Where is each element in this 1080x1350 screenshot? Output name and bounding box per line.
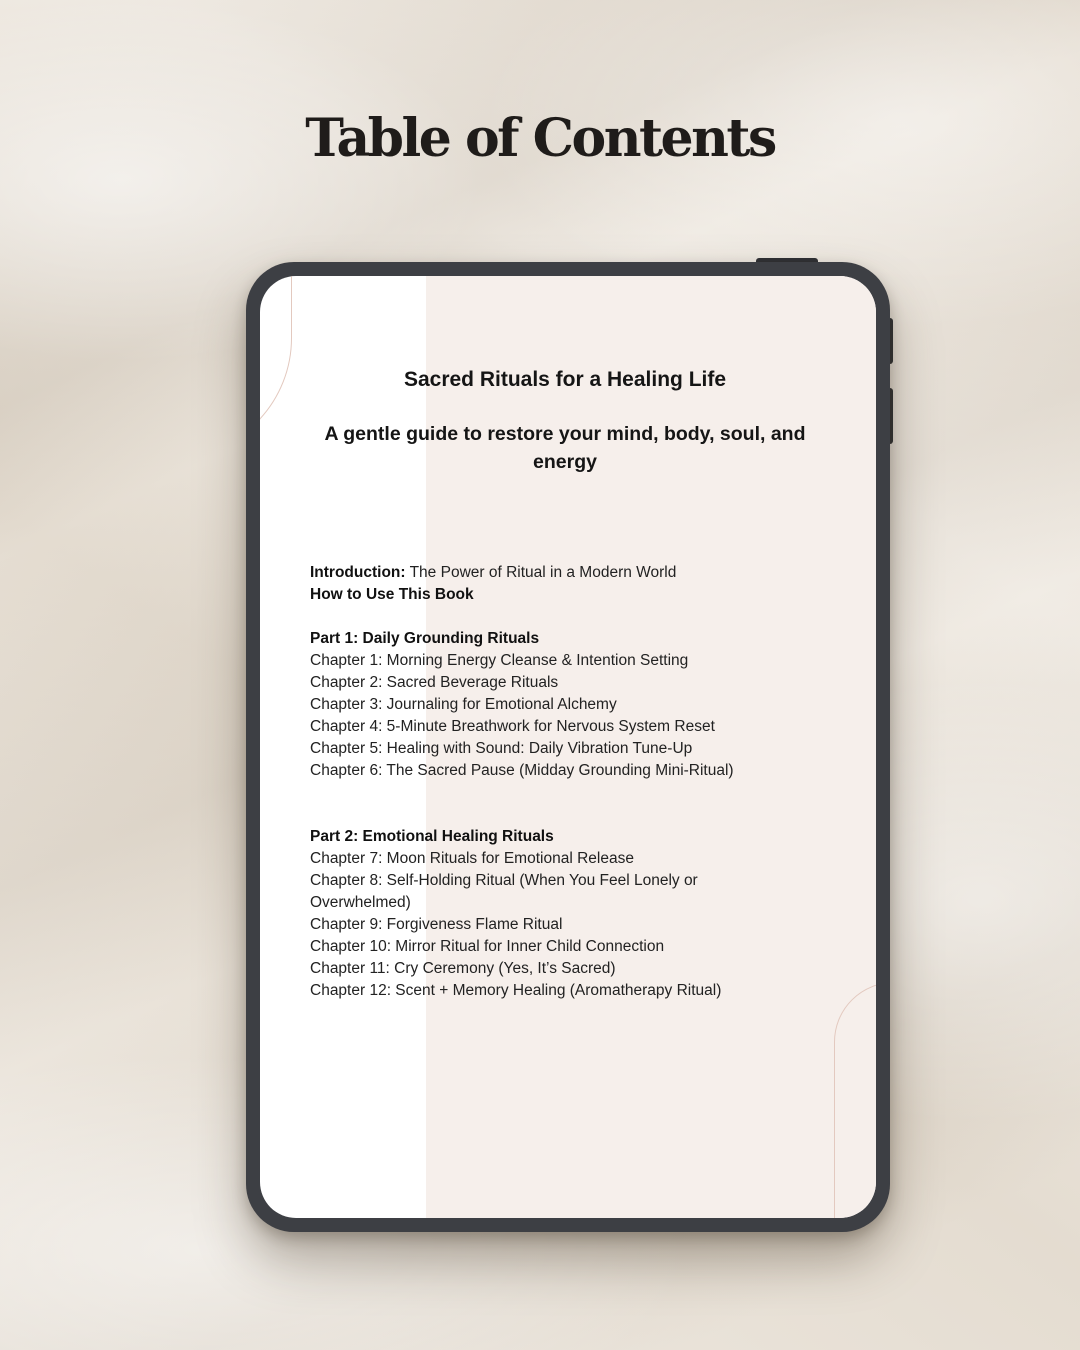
part1-heading: Part 1: Daily Grounding Rituals xyxy=(310,630,540,647)
tablet-device xyxy=(246,262,890,1232)
page-heading: Table of Contents xyxy=(305,108,775,169)
toc-chapter-2: Chapter 2: Sacred Beverage Rituals xyxy=(310,674,559,691)
part2-heading: Part 2: Emotional Healing Rituals xyxy=(310,828,554,845)
toc-chapter-10: Chapter 10: Mirror Ritual for Inner Child Connection xyxy=(310,938,665,955)
toc-chapter-5: Chapter 5: Healing with Sound: Daily Vibration Tune-Up xyxy=(310,740,693,757)
toc-chapter-8: Chapter 8: Self-Holding Ritual (When You Feel Lonely or Overwhelmed) xyxy=(310,872,698,911)
document-title: Sacred Rituals for a Healing Life xyxy=(403,368,727,391)
table-of-contents xyxy=(310,562,830,1002)
toc-chapter-4: Chapter 4: 5-Minute Breathwork for Nervous System Reset xyxy=(310,718,715,735)
toc-introduction xyxy=(310,562,830,584)
toc-how-to-use: How to Use This Book xyxy=(310,586,474,603)
toc-chapter-3: Chapter 3: Journaling for Emotional Alchemy xyxy=(310,696,617,713)
toc-chapter-9: Chapter 9: Forgiveness Flame Ritual xyxy=(310,916,563,933)
toc-chapter-12: Chapter 12: Scent + Memory Healing (Aromatherapy Ritual) xyxy=(310,982,722,999)
decorative-arc-bottom-right xyxy=(834,982,876,1218)
decorative-arc-top-left xyxy=(260,276,292,458)
tablet-screen xyxy=(260,276,876,1218)
toc-chapter-1: Chapter 1: Morning Energy Cleanse & Intention Setting xyxy=(310,652,689,669)
toc-chapter-11: Chapter 11: Cry Ceremony (Yes, It’s Sacred) xyxy=(310,960,616,977)
toc-chapter-6: Chapter 6: The Sacred Pause (Midday Grounding Mini-Ritual) xyxy=(310,762,734,779)
document-subtitle: A gentle guide to restore your mind, body, soul, and energy xyxy=(324,423,806,473)
introduction-label: Introduction: xyxy=(310,564,406,581)
toc-chapter-7: Chapter 7: Moon Rituals for Emotional Release xyxy=(310,850,634,867)
introduction-text: The Power of Ritual in a Modern World xyxy=(405,564,677,581)
